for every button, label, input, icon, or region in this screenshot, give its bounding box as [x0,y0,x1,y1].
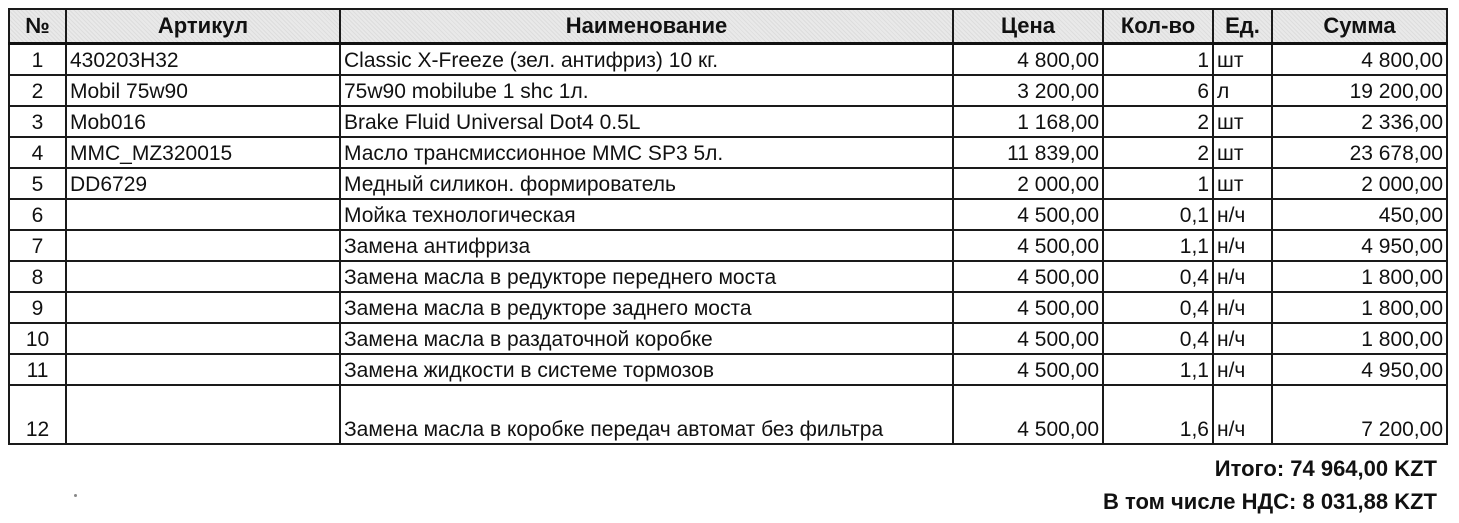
cell-sku: MMC_MZ320015 [66,137,340,168]
cell-price: 4 500,00 [953,292,1103,323]
table-row [9,75,1447,106]
cell-price: 2 000,00 [953,168,1103,199]
invoice-table [8,8,1448,445]
table-row [9,106,1447,137]
cell-sku [66,354,340,385]
table-row [9,44,1447,76]
cell-number: 10 [9,323,66,354]
cell-number: 6 [9,199,66,230]
cell-sum: 4 800,00 [1272,44,1447,76]
cell-price: 4 500,00 [953,199,1103,230]
cell-quantity: 0,1 [1103,199,1213,230]
cell-quantity: 1 [1103,44,1213,76]
invoice-sheet [8,8,1446,445]
table-row [9,354,1447,385]
header-sum: Сумма [1272,9,1447,44]
header-number: № [9,9,66,44]
cell-name: Масло трансмиссионное MMC SP3 5л. [340,137,953,168]
cell-quantity: 2 [1103,106,1213,137]
cell-unit: шт [1213,168,1272,199]
header-row [9,9,1447,44]
cell-name: Замена масла в редукторе переднего моста [340,261,953,292]
cell-unit: н/ч [1213,323,1272,354]
cell-name: Медный силикон. формирователь [340,168,953,199]
cell-unit: н/ч [1213,354,1272,385]
cell-number: 9 [9,292,66,323]
cell-sum: 19 200,00 [1272,75,1447,106]
cell-name: Замена масла в коробке передач автомат без фильтра [340,385,953,444]
cell-name: Classic X-Freeze (зел. антифриз) 10 кг. [340,44,953,76]
cell-sum: 1 800,00 [1272,323,1447,354]
table-row [9,323,1447,354]
cell-unit: н/ч [1213,292,1272,323]
cell-quantity: 1,1 [1103,230,1213,261]
grand-total: Итого: 74 964,00 KZT [1214,456,1437,481]
table-row [9,168,1447,199]
cell-name: Замена масла в раздаточной коробке [340,323,953,354]
cell-name: Замена масла в редукторе заднего моста [340,292,953,323]
cell-price: 4 800,00 [953,44,1103,76]
cell-price: 11 839,00 [953,137,1103,168]
cell-quantity: 0,4 [1103,261,1213,292]
header-name: Наименование [340,9,953,44]
cell-number: 11 [9,354,66,385]
table-row [9,230,1447,261]
header-quantity: Кол-во [1103,9,1213,44]
cell-quantity: 0,4 [1103,323,1213,354]
cell-price: 4 500,00 [953,354,1103,385]
cell-number: 3 [9,106,66,137]
cell-sum: 4 950,00 [1272,230,1447,261]
cell-sku: 430203H32 [66,44,340,76]
cell-sum: 4 950,00 [1272,354,1447,385]
cell-sku [66,385,340,444]
cell-quantity: 2 [1103,137,1213,168]
cell-unit: н/ч [1213,199,1272,230]
table-row [9,292,1447,323]
cell-sku [66,323,340,354]
cell-quantity: 1 [1103,168,1213,199]
header-unit: Ед. [1213,9,1272,44]
cell-quantity: 1,6 [1103,385,1213,444]
cell-number: 12 [9,385,66,444]
cell-number: 7 [9,230,66,261]
cell-price: 1 168,00 [953,106,1103,137]
cell-sku [66,199,340,230]
cell-price: 4 500,00 [953,261,1103,292]
table-row [9,385,1447,444]
scan-speck [74,494,77,497]
header-price: Цена [953,9,1103,44]
table-row [9,137,1447,168]
cell-unit: л [1213,75,1272,106]
cell-sum: 2 336,00 [1272,106,1447,137]
cell-price: 3 200,00 [953,75,1103,106]
table-row [9,261,1447,292]
cell-sku: Mobil 75w90 [66,75,340,106]
vat-total: В том числе НДС: 8 031,88 KZT [1103,489,1437,514]
cell-unit: н/ч [1213,230,1272,261]
cell-price: 4 500,00 [953,230,1103,261]
cell-unit: н/ч [1213,261,1272,292]
cell-sku [66,230,340,261]
cell-number: 2 [9,75,66,106]
cell-number: 5 [9,168,66,199]
cell-number: 1 [9,44,66,76]
table-row [9,199,1447,230]
cell-sum: 23 678,00 [1272,137,1447,168]
cell-sum: 7 200,00 [1272,385,1447,444]
cell-name: Мойка технологическая [340,199,953,230]
cell-sum: 1 800,00 [1272,292,1447,323]
cell-sum: 450,00 [1272,199,1447,230]
cell-unit: шт [1213,106,1272,137]
cell-name: Brake Fluid Universal Dot4 0.5L [340,106,953,137]
cell-quantity: 6 [1103,75,1213,106]
cell-price: 4 500,00 [953,385,1103,444]
cell-sum: 1 800,00 [1272,261,1447,292]
cell-name: Замена антифриза [340,230,953,261]
cell-quantity: 1,1 [1103,354,1213,385]
cell-sku [66,292,340,323]
cell-sum: 2 000,00 [1272,168,1447,199]
cell-unit: шт [1213,137,1272,168]
header-sku: Артикул [66,9,340,44]
cell-sku: Mob016 [66,106,340,137]
cell-name: 75w90 mobilube 1 shc 1л. [340,75,953,106]
cell-unit: н/ч [1213,385,1272,444]
cell-sku: DD6729 [66,168,340,199]
cell-quantity: 0,4 [1103,292,1213,323]
cell-unit: шт [1213,44,1272,76]
cell-price: 4 500,00 [953,323,1103,354]
cell-name: Замена жидкости в системе тормозов [340,354,953,385]
cell-sku [66,261,340,292]
cell-number: 8 [9,261,66,292]
cell-number: 4 [9,137,66,168]
